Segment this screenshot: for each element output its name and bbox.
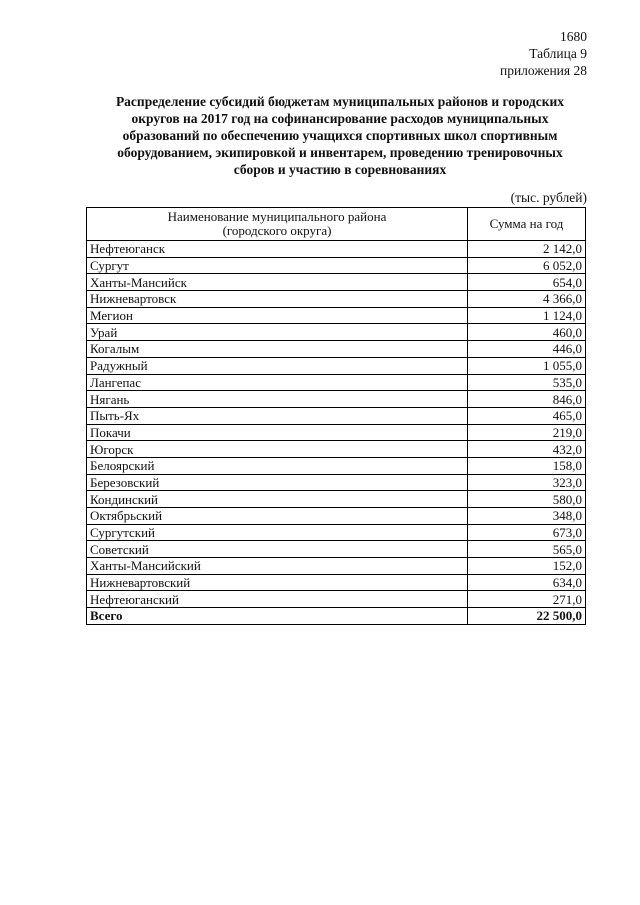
municipality-name: Нефтеюганск bbox=[87, 241, 468, 258]
municipality-name: Ханты-Мансийский bbox=[87, 558, 468, 575]
table-row bbox=[87, 541, 586, 558]
subsidy-amount: 465,0 bbox=[468, 407, 586, 424]
municipality-name: Нижневартовск bbox=[87, 291, 468, 308]
subsidy-amount: 535,0 bbox=[468, 374, 586, 391]
subsidy-amount: 219,0 bbox=[468, 424, 586, 441]
table-row bbox=[87, 407, 586, 424]
municipality-name: Югорск bbox=[87, 441, 468, 458]
municipality-name: Ханты-Мансийск bbox=[87, 274, 468, 291]
municipality-name: Нягань bbox=[87, 391, 468, 408]
appendix-label: приложения 28 bbox=[499, 63, 587, 78]
subsidy-amount: 158,0 bbox=[468, 457, 586, 474]
table-row bbox=[87, 441, 586, 458]
subsidy-amount: 634,0 bbox=[468, 574, 586, 591]
subsidy-amount: 565,0 bbox=[468, 541, 586, 558]
municipality-name: Урай bbox=[87, 324, 468, 341]
subsidy-amount: 6 052,0 bbox=[468, 257, 586, 274]
table-row bbox=[87, 374, 586, 391]
table-header-row bbox=[87, 208, 586, 241]
table-row bbox=[87, 424, 586, 441]
municipality-name: Пыть-Ях bbox=[87, 407, 468, 424]
total-amount: 22 500,0 bbox=[468, 608, 586, 625]
municipality-name: Покачи bbox=[87, 424, 468, 441]
column-header-name bbox=[87, 208, 468, 241]
subsidy-amount: 271,0 bbox=[468, 591, 586, 608]
municipality-name: Березовский bbox=[87, 474, 468, 491]
subsidy-amount: 673,0 bbox=[468, 524, 586, 541]
subsidy-amount: 432,0 bbox=[468, 441, 586, 458]
subsidy-amount: 580,0 bbox=[468, 491, 586, 508]
table-row bbox=[87, 491, 586, 508]
units-label: (тыс. рублей) bbox=[510, 190, 587, 205]
table-row bbox=[87, 291, 586, 308]
document-title: Распределение субсидий бюджетам муниципальных районов и городских округов на 2017 год на софинансирование расходов муниципальных образований по обеспечению учащихся спортивных школ спортивным оборудованием, экипировкой и инвентарем, проведению тренировочных сборов и участию в соревнованиях bbox=[115, 94, 565, 177]
subsidy-amount: 323,0 bbox=[468, 474, 586, 491]
subsidy-amount: 846,0 bbox=[468, 391, 586, 408]
table-row bbox=[87, 391, 586, 408]
municipality-name: Лангепас bbox=[87, 374, 468, 391]
table-row bbox=[87, 307, 586, 324]
table-row bbox=[87, 574, 586, 591]
page-number: 1680 bbox=[560, 29, 587, 44]
municipality-name: Радужный bbox=[87, 357, 468, 374]
total-label: Всего bbox=[87, 608, 468, 625]
total-row bbox=[87, 608, 586, 625]
subsidy-amount: 152,0 bbox=[468, 558, 586, 575]
table-row bbox=[87, 357, 586, 374]
column-header-name-line1: Наименование муниципального района bbox=[167, 209, 387, 224]
subsidy-amount: 654,0 bbox=[468, 274, 586, 291]
subsidy-amount: 4 366,0 bbox=[468, 291, 586, 308]
table-row bbox=[87, 324, 586, 341]
subsidy-amount: 446,0 bbox=[468, 341, 586, 358]
table-row bbox=[87, 274, 586, 291]
table-row bbox=[87, 257, 586, 274]
municipality-name: Когалым bbox=[87, 341, 468, 358]
municipality-name: Советский bbox=[87, 541, 468, 558]
column-header-value: Сумма на год bbox=[468, 208, 586, 241]
municipality-name: Нефтеюганский bbox=[87, 591, 468, 608]
subsidy-amount: 1 055,0 bbox=[468, 357, 586, 374]
table-row bbox=[87, 241, 586, 258]
subsidy-table bbox=[86, 207, 586, 625]
subsidy-amount: 348,0 bbox=[468, 508, 586, 525]
subsidy-amount: 460,0 bbox=[468, 324, 586, 341]
table-row bbox=[87, 591, 586, 608]
municipality-name: Кондинский bbox=[87, 491, 468, 508]
table-row bbox=[87, 508, 586, 525]
subsidy-amount: 2 142,0 bbox=[468, 241, 586, 258]
table-reference bbox=[500, 45, 587, 79]
table-row bbox=[87, 474, 586, 491]
municipality-name: Белоярский bbox=[87, 457, 468, 474]
municipality-name: Нижневартовский bbox=[87, 574, 468, 591]
table-row bbox=[87, 558, 586, 575]
municipality-name: Сургутский bbox=[87, 524, 468, 541]
subsidy-amount: 1 124,0 bbox=[468, 307, 586, 324]
table-row bbox=[87, 341, 586, 358]
table-row bbox=[87, 457, 586, 474]
municipality-name: Октябрьский bbox=[87, 508, 468, 525]
table-row bbox=[87, 524, 586, 541]
municipality-name: Мегион bbox=[87, 307, 468, 324]
column-header-name-line2: (городского округа) bbox=[222, 223, 332, 238]
table-label: Таблица 9 bbox=[529, 46, 587, 61]
municipality-name: Сургут bbox=[87, 257, 468, 274]
